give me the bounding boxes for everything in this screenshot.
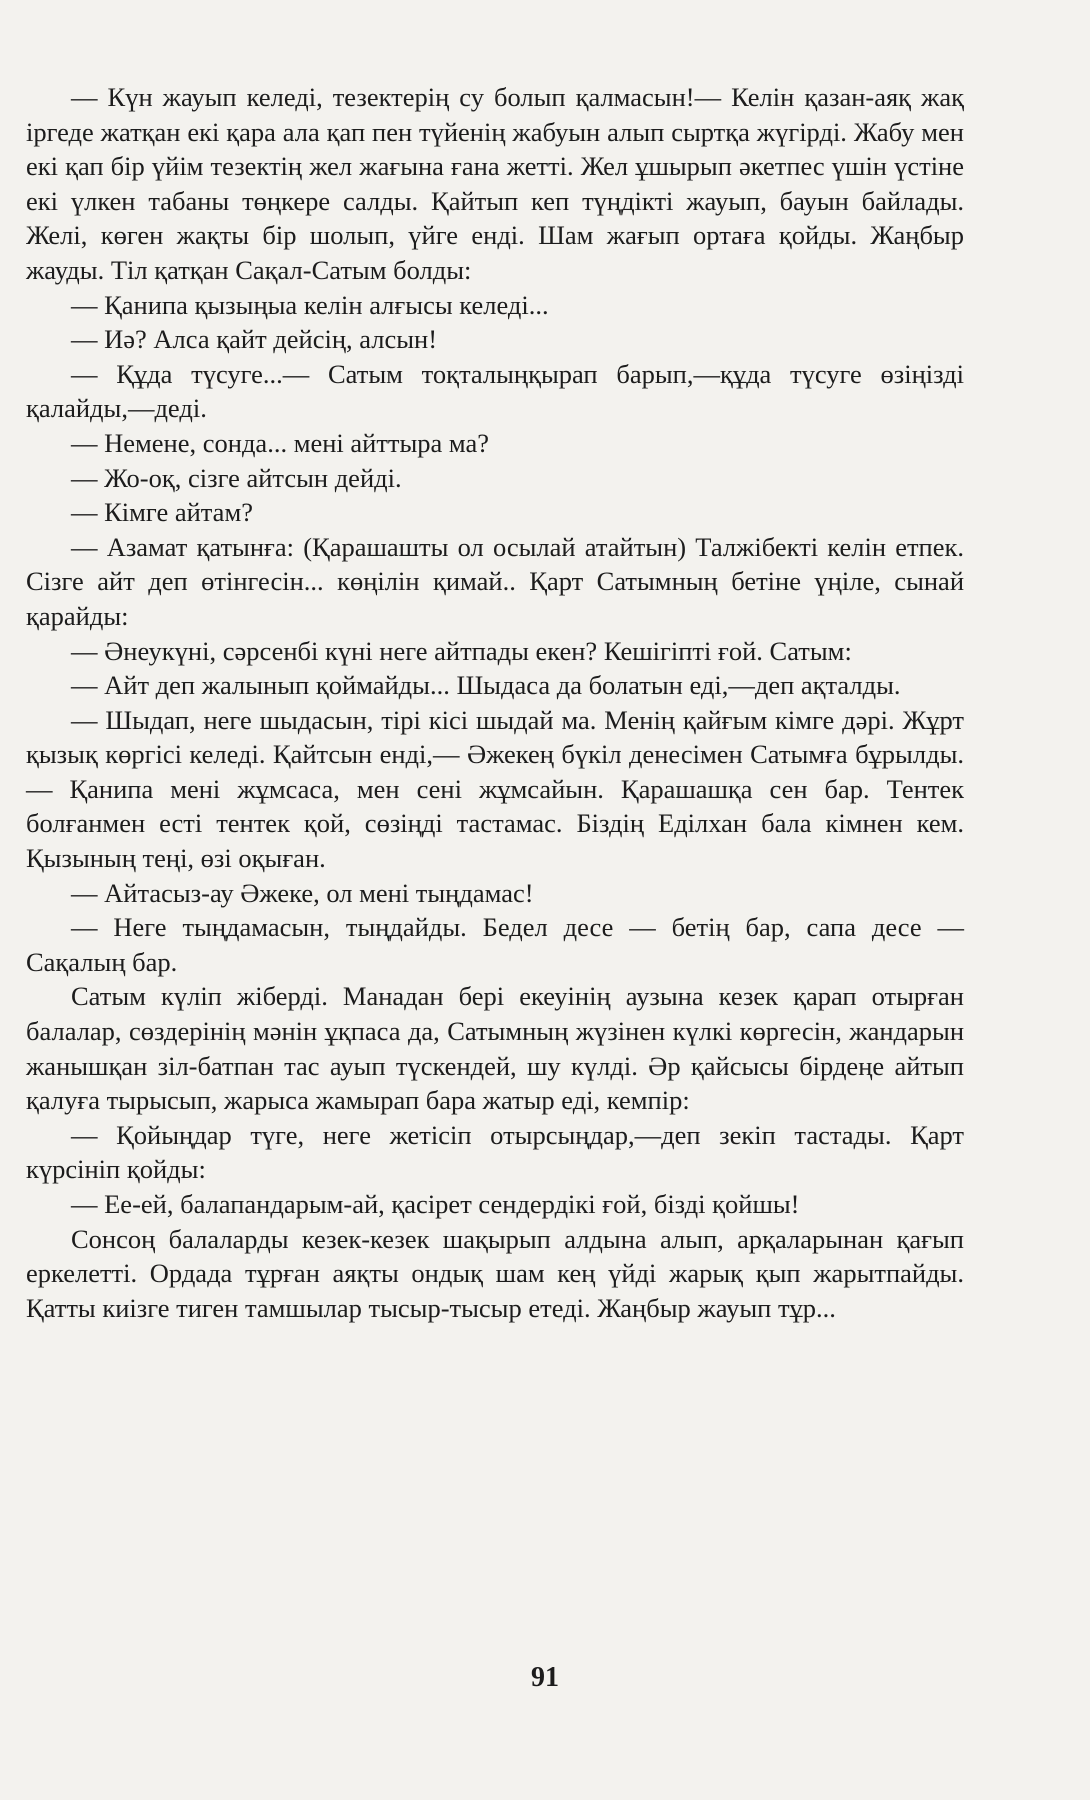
paragraph: — Шыдап, неге шыдасын, тірі кісі шыдай ма. Менің қайғым кімге дәрі. Жұрт қызық көргісі келеді. Қайтсын енді,— Әжекең бүкіл денесімен Сатымға бұрылды.— Қанипа мені жұмсаса, мен сені жұмсайын. Қарашашқа сен бар. Тентек болғанмен есті тентек қой, сөзіңді тастамас. Біздің Еділхан бала кімнен кем. Қызының теңі, өзі оқыған. [26, 704, 964, 874]
paragraph: — Күн жауып келеді, тезектерің су болып қалмасын!— Келін қазан-аяқ жақ іргеде жатқан екі қара ала қап пен түйенің жабуын алып сыртқа жүгірді. Жабу мен екі қап бір үйім тезектің жел жағына ғана жетті. Жел ұшырып әкетпес үшін үстіне екі үлкен табаны төңкере салды. Қайтып кеп түңдікті жауып, бауын байлады. Желі, көген жақты бір шолып, үйге енді. Шам жағып ортаға қойды. Жаңбыр жауды. Тіл қатқан Сақал-Сатым болды: [26, 82, 964, 285]
paragraph: — Қанипа қызыңыа келін алғысы келеді... [71, 289, 549, 320]
paragraph: Сатым күліп жіберді. Манадан бері екеуінің аузына кезек қарап отырған балалар, сөздерінің мәнін ұқпаса да, Сатымның жүзінен күлкі көргесін, жандарын жанышқан зіл-батпан тас ауып түскендей, шу күлді. Әр қайсысы бірдеңе айтып қалуға тырысып, жарыса жамырап бара жатыр еді, кемпір: [26, 981, 964, 1116]
paragraph: — Әнеукүні, сәрсенбі күні неге айтпады екен? Кешігіпті ғой. Сатым: [71, 635, 852, 666]
paragraph: — Айт деп жалынып қоймайды... Шыдаса да болатын еді,—деп ақталды. [71, 670, 901, 701]
paragraph: — Құда түсуге...— Сатым тоқталыңқырап барып,—құда түсуге өзіңізді қалайды,—деді. [26, 358, 964, 424]
paragraph: — Кімге айтам? [71, 497, 253, 528]
paragraph: — Немене, сонда... мені айттыра ма? [71, 427, 490, 458]
paragraph: — Жо-оқ, сізге айтсын дейді. [71, 462, 402, 493]
page-number: 91 [531, 1662, 559, 1693]
body-text [26, 80, 964, 1325]
paragraph: — Неге тыңдамасын, тыңдайды. Бедел десе — бетің бар, сапа десе — Сақалың бар. [26, 912, 964, 977]
paragraph: — Ее-ей, балапандарым-ай, қасірет сендердікі ғой, бізді қойшы! [71, 1189, 800, 1219]
paragraph: — Иә? Алса қайт дейсің, алсын! [71, 324, 438, 355]
paragraph: — Қойыңдар түге, неге жетісіп отырсыңдар,—деп зекіп тастады. Қарт күрсініп қойды: [26, 1119, 964, 1185]
paragraph: — Айтасыз-ау Әжеке, ол мені тыңдамас! [71, 877, 534, 908]
paragraph: Сонсоң балаларды кезек-кезек шақырып алдына алып, арқаларынан қағып еркелетті. Ордада тұрған аяқты ондық шам кең үйді жарық қып жарытпайды. Қатты киізге тиген тамшылар тысыр-тысыр етеді. Жаңбыр жауып тұр... [26, 1223, 964, 1323]
paragraph: — Азамат қатынға: (Қарашашты ол осылай атайтын) Талжібекті келін етпек. Сізге айт деп өтінгесін... көңілін қимай.. Қарт Сатымның бетіне үңіле, сынай қарайды: [26, 531, 964, 631]
